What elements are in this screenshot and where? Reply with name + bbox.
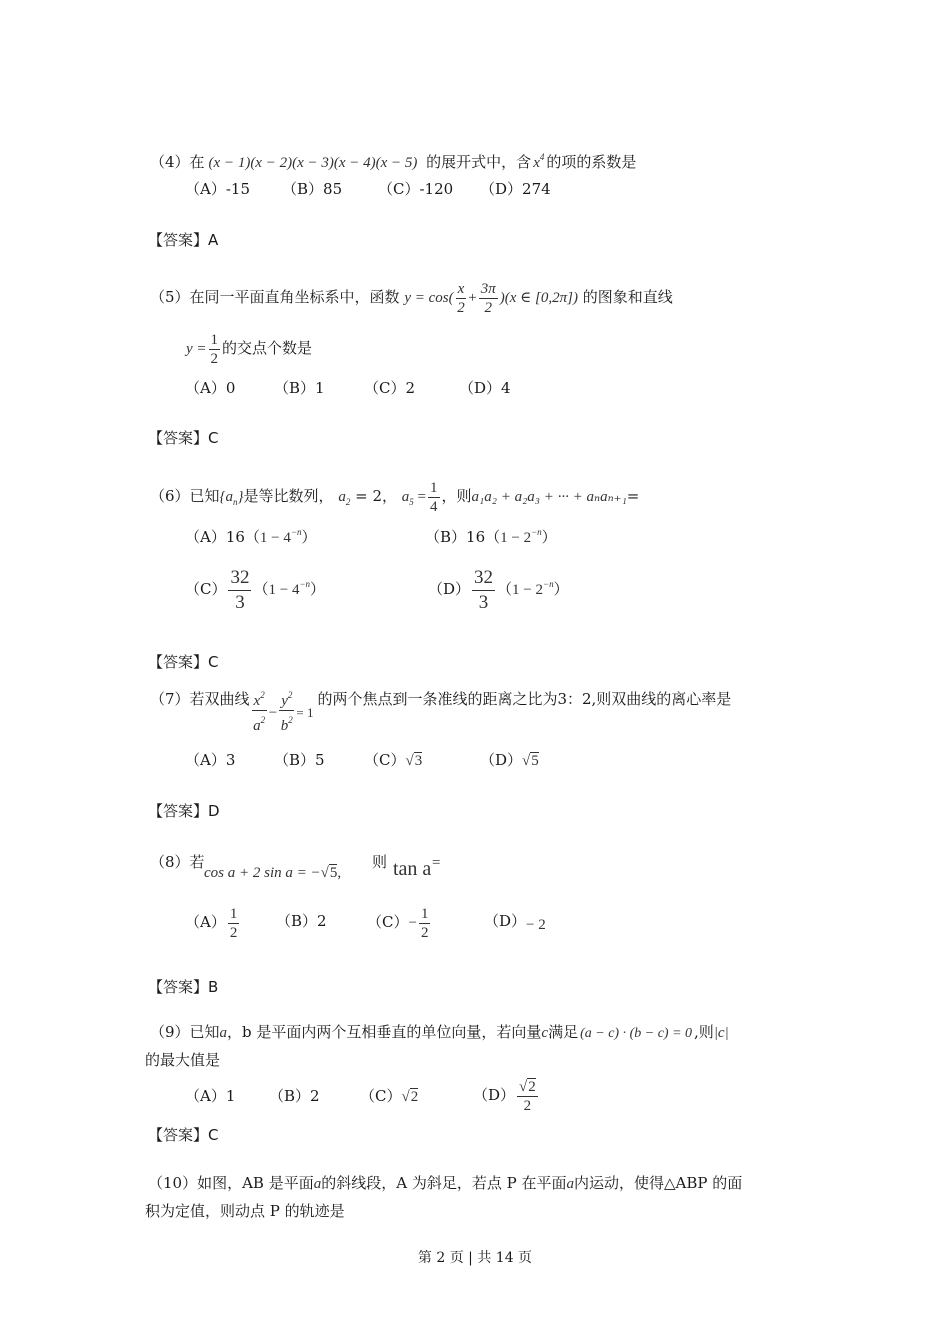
q4-expression: (x − 1)(x − 2)(x − 3)(x − 4)(x − 5): [208, 155, 418, 171]
q8-tan: tan a: [393, 858, 432, 880]
q7-option-b: （B）5: [274, 751, 325, 769]
q5-line-frac: [209, 331, 221, 368]
q7-frac-y: [279, 686, 294, 735]
q7-frac-x: [252, 686, 267, 735]
q5-frac1-num: x: [457, 280, 465, 297]
q7-y-sq: 2: [287, 690, 293, 700]
q6-option-c-exp: −n: [299, 579, 311, 589]
q8-then: 则: [372, 853, 388, 871]
q6-option-d-open: （: [497, 580, 513, 598]
q8-option-a-frac: [228, 905, 240, 942]
q7-a: a: [253, 718, 261, 734]
q8-option-a-label: （A）: [185, 913, 226, 931]
q5-option-c: （C）2: [364, 379, 416, 397]
q8-option-c: [367, 900, 432, 945]
q8-stem-prefix: （8）若: [150, 853, 205, 871]
page-footer: 第 2 页 | 共 14 页: [417, 1250, 533, 1266]
q8-condition-rad: 5: [329, 865, 338, 881]
q6-a2-var: a: [338, 489, 346, 505]
q8-eq: =: [432, 855, 441, 871]
q6-option-d-frac: [472, 566, 495, 615]
q8-option-d: [484, 910, 546, 931]
q6-a5-var: a: [401, 489, 410, 505]
q4-option-d: （D）274: [480, 180, 551, 198]
q4-power: [533, 152, 545, 171]
q7-option-d-rad: 5: [531, 753, 539, 769]
q9-option-d-label: （D）: [473, 1086, 516, 1104]
q6-option-a-label: （A）16（: [185, 528, 260, 546]
q9-option-c-label: （C）: [360, 1087, 402, 1105]
q8-option-a-num: 1: [229, 905, 238, 922]
q6-option-b-label: （B）16（: [425, 528, 501, 546]
q6-option-c-expr: 1 − 4: [268, 582, 300, 598]
q6-option-c-den: 3: [235, 591, 245, 613]
q6-option-c-frac: [228, 566, 251, 615]
q5-line: [186, 324, 312, 373]
q6-option-b-expr: 1 − 2: [500, 530, 532, 546]
q4-stem-mid: 的展开式中，含: [421, 153, 532, 171]
q5-line-num: 1: [210, 331, 219, 348]
q6-stem-mid: 是等比数列，: [243, 487, 334, 505]
q8-option-d-label: （D）: [484, 912, 527, 930]
q8-option-c-label: （C）: [367, 913, 409, 931]
q6-seq-open: {a: [219, 489, 234, 505]
q8-condition: cos a + 2 sin a = −√5,: [204, 865, 342, 881]
q8-option-b: （B）2: [276, 912, 327, 930]
q7-option-c-rad: 3: [414, 753, 423, 769]
q4-option-a: （A）-15: [185, 180, 250, 198]
q6-stem: [150, 472, 639, 526]
q5-line-den: 2: [210, 350, 219, 367]
q7-option-c-label: （C）: [364, 751, 406, 769]
q6-option-b: [425, 526, 557, 547]
q6-option-d-exp: −n: [543, 579, 554, 589]
q6-a2: [338, 489, 350, 505]
q10-alpha-1: a: [313, 1176, 322, 1192]
q6-option-c-label: （C）: [185, 580, 227, 598]
q10-stem: [148, 1172, 742, 1193]
q6-stem-prefix: （6）已知: [150, 487, 220, 505]
q6-option-a-close: ）: [301, 528, 317, 546]
q6-option-c: [185, 556, 325, 618]
q6-option-a-expr: 1 − 4: [259, 530, 291, 546]
q7-x: x: [253, 693, 261, 709]
q5-stem-prefix: （5）在同一平面直角坐标系中，函数: [150, 288, 400, 306]
q8-option-c-sign: −: [408, 915, 417, 931]
q8-answer: 【答案】B: [148, 978, 219, 996]
q9-stem: [150, 1021, 729, 1042]
q4-power-exp: 4: [539, 152, 545, 162]
q6-option-d-den: 3: [478, 591, 489, 613]
q6-a5: [402, 489, 414, 505]
q9-answer: 【答案】C: [148, 1126, 219, 1144]
q7-y: y: [281, 693, 288, 709]
q7-stem: [150, 688, 731, 735]
q10-alpha-2: a: [566, 1176, 574, 1192]
q8-condition-end: ,: [337, 865, 342, 881]
q7-stem-prefix: （7）若双曲线: [150, 690, 250, 708]
q4-stem: [150, 151, 636, 172]
q9-abs-c: |c|: [713, 1025, 729, 1041]
q6-option-b-exp: −n: [531, 527, 542, 537]
q5-stem: [150, 273, 673, 322]
q5-stem-suffix: 的图象和直线: [582, 288, 673, 306]
q10-stem-prefix: （10）如图，AB 是平面: [148, 1174, 314, 1192]
q5-func-lhs: y = cos(: [404, 290, 454, 306]
q7-stem-suffix: 的两个焦点到一条准线的距离之比为3：2,则双曲线的离心率是: [317, 690, 732, 708]
q7-b-sq: 2: [288, 715, 293, 725]
q6-a5-eq: =: [413, 489, 426, 505]
q4-stem-prefix: （4）在: [150, 153, 205, 171]
q6-sequence: [220, 489, 244, 505]
q6-a2-sub: 2: [345, 497, 351, 507]
q6-option-c-close: ）: [310, 580, 326, 598]
q9-option-d-rad: 2: [528, 1078, 536, 1095]
q5-answer: 【答案】C: [148, 429, 219, 447]
q5-frac1-den: 2: [457, 299, 465, 316]
q5-frac2-den: 2: [484, 299, 492, 316]
q6-sum: a₁a₂ + a₂a₃ + ··· + aₙaₙ₊₁: [471, 489, 627, 505]
q9-stem-mid2: 满足: [548, 1023, 579, 1041]
q4-power-base: x: [533, 155, 540, 171]
q6-option-d-num: 32: [472, 566, 495, 591]
q8-option-c-num: 1: [420, 905, 429, 922]
q8-option-a: [185, 900, 241, 944]
q6-option-d-close: ）: [553, 580, 569, 598]
q5-line-suffix: 的交点个数是: [222, 339, 313, 357]
q5-frac2-num: 3π: [480, 280, 496, 297]
q6-option-a: [185, 526, 316, 547]
q6-a5-den: 4: [430, 498, 438, 515]
q9-condition: (a − c) · (b − c) = 0: [580, 1026, 693, 1041]
q5-plus: +: [468, 290, 477, 306]
q10-stem-mid2: 内运动，使得△ABP 的面: [573, 1174, 743, 1192]
q9-option-d: [473, 1073, 540, 1117]
q4-option-c: （C）-120: [378, 180, 454, 198]
q7-answer: 【答案】D: [148, 802, 220, 820]
q6-option-c-num: 32: [228, 566, 251, 591]
q5-option-d: （D）4: [459, 379, 511, 397]
q6-answer: 【答案】C: [148, 653, 219, 671]
q9-vec-c: c: [541, 1025, 549, 1041]
q5-domain: )(x ∈ [0,2π]): [499, 290, 578, 306]
q9-stem-prefix: （9）已知: [150, 1023, 220, 1041]
q8-option-a-den: 2: [229, 924, 238, 941]
q7-eq-one: = 1: [296, 705, 314, 720]
q6-option-b-close: ）: [541, 528, 557, 546]
q5-option-a: （A）0: [185, 379, 236, 397]
q9-stem-mid1: ，b 是平面内两个互相垂直的单位向量，若向量: [227, 1023, 542, 1041]
q5-frac-x-2: [456, 280, 467, 317]
q9-vec-a: a: [219, 1025, 228, 1041]
q4-stem-suffix: 的项的系数是: [546, 153, 637, 171]
q9-option-b: （B）2: [269, 1087, 320, 1105]
q6-option-a-exp: −n: [290, 527, 302, 537]
q6-a5-num: 1: [430, 479, 438, 496]
q9-option-d-den: 2: [523, 1097, 532, 1114]
q6-then: ，则: [441, 487, 472, 505]
q6-option-c-open: （: [253, 580, 269, 598]
q6-a5-sub: 5: [409, 497, 414, 507]
q8-condition-expr: cos a + 2 sin a = −: [204, 865, 321, 881]
q10-stem-mid1: 的斜线段，A 为斜足，若点 P 在平面: [321, 1174, 567, 1192]
q7-b: b: [280, 718, 289, 734]
q6-option-d: [428, 556, 569, 618]
q9-stem-mid3: ,则: [694, 1023, 714, 1041]
q7-option-c: （C）√3: [364, 751, 423, 769]
q5-option-b: （B）1: [274, 379, 325, 397]
q4-option-b: （B）85: [282, 180, 343, 198]
q5-frac-3pi-2: [479, 280, 498, 317]
q9-stem-line2: 的最大值是: [145, 1051, 221, 1069]
q9-option-c-rad: 2: [410, 1089, 419, 1105]
q7-a-sq: 2: [260, 715, 266, 725]
q10-stem-line2: 积为定值，则动点 P 的轨迹是: [145, 1202, 345, 1220]
q6-option-d-label: （D）: [428, 580, 471, 598]
q7-option-d: （D）√5: [480, 751, 539, 769]
q7-minus: −: [268, 705, 278, 721]
q8-option-c-frac: [419, 905, 431, 942]
q6-eq: =: [626, 487, 640, 505]
q7-x-sq: 2: [260, 690, 265, 700]
q9-option-a: （A）1: [185, 1087, 236, 1105]
q5-line-lhs: y =: [186, 341, 207, 357]
q9-option-d-frac: $\frac{√2}{2}$: [519, 1078, 536, 1114]
q7-option-d-label: （D）: [480, 751, 523, 769]
q6-option-d-expr: 1 − 2: [512, 582, 544, 598]
q8-option-d-val: − 2: [526, 917, 546, 933]
q6-a5-frac: [428, 479, 440, 516]
q9-option-c: （C）√2: [360, 1087, 419, 1105]
q8-option-c-den: 2: [420, 924, 429, 941]
q6-seq-sub: n: [233, 497, 238, 507]
q7-option-a: （A）3: [185, 751, 236, 769]
q4-answer: 【答案】A: [148, 231, 219, 249]
q6-a2-val: = 2，: [350, 487, 397, 505]
q6-seq-close: }: [237, 489, 244, 505]
